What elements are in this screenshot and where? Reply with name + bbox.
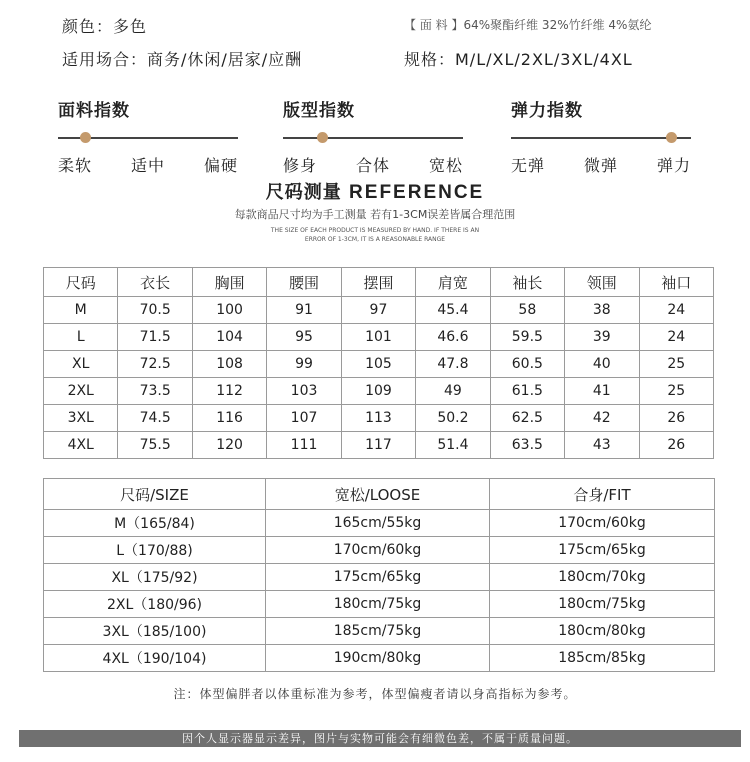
size-cell: L <box>44 324 118 351</box>
reference-english-line2: ERROR OF 1-3CM, IT IS A REASONABLE RANGE <box>304 236 446 243</box>
stretch-index-marker <box>666 132 677 143</box>
fabric-option-hard: 偏硬 <box>203 156 238 175</box>
size-header-cell: 肩宽 <box>416 268 490 297</box>
size-cell: 109 <box>341 378 415 405</box>
fit-table-row <box>44 618 715 645</box>
fit-cell: L（170/88) <box>44 537 266 564</box>
fabric-option-medium: 适中 <box>130 156 165 175</box>
size-cell: 74.5 <box>118 405 192 432</box>
size-cell: 97 <box>341 297 415 324</box>
size-header-cell: 腰围 <box>267 268 341 297</box>
fit-cell: 180cm/70kg <box>490 564 715 591</box>
size-cell: 39 <box>565 324 639 351</box>
size-cell: XL <box>44 351 118 378</box>
size-cell: 26 <box>639 432 714 459</box>
size-cell: 100 <box>192 297 266 324</box>
size-cell: 113 <box>341 405 415 432</box>
size-cell: 116 <box>192 405 266 432</box>
fabric-index-marker <box>80 132 91 143</box>
size-cell: 51.4 <box>416 432 490 459</box>
size-cell: 105 <box>341 351 415 378</box>
size-cell: 41 <box>565 378 639 405</box>
size-table-row <box>44 297 714 324</box>
reference-heading <box>0 178 750 204</box>
fit-index-marker <box>317 132 328 143</box>
fit-cell: 175cm/65kg <box>490 537 715 564</box>
size-cell: 95 <box>267 324 341 351</box>
fabric-composition: 【 面 料 】64%聚酯纤维 32%竹纤维 4%氨纶 <box>404 18 652 32</box>
size-cell: 25 <box>639 378 714 405</box>
size-header-cell: 摆围 <box>341 268 415 297</box>
size-cell: 70.5 <box>118 297 192 324</box>
size-cell: 101 <box>341 324 415 351</box>
fit-cell: 2XL（180/96) <box>44 591 266 618</box>
size-cell: 40 <box>565 351 639 378</box>
fit-cell: 170cm/60kg <box>266 537 490 564</box>
fit-header-cell: 尺码/SIZE <box>44 479 266 510</box>
size-cell: 46.6 <box>416 324 490 351</box>
size-cell: 71.5 <box>118 324 192 351</box>
fit-cell: XL（175/92) <box>44 564 266 591</box>
size-header-cell: 袖长 <box>490 268 564 297</box>
size-table-row <box>44 324 714 351</box>
fit-cell: 185cm/75kg <box>266 618 490 645</box>
size-cell: 117 <box>341 432 415 459</box>
fit-index <box>283 96 463 176</box>
size-cell: 4XL <box>44 432 118 459</box>
fit-table-header-row <box>44 479 715 510</box>
fit-cell: 180cm/80kg <box>490 618 715 645</box>
reference-subtitle: 每款商品尺寸均为手工测量 若有1-3CM误差皆属合理范围 <box>234 208 516 221</box>
spec-label: 规格：M/L/XL/2XL/3XL/4XL <box>404 50 633 69</box>
size-cell: 111 <box>267 432 341 459</box>
fit-table-row <box>44 591 715 618</box>
fabric-index <box>58 96 238 176</box>
size-cell: 73.5 <box>118 378 192 405</box>
fit-cell: 190cm/80kg <box>266 645 490 672</box>
size-cell: 26 <box>639 405 714 432</box>
size-cell: 59.5 <box>490 324 564 351</box>
size-cell: 120 <box>192 432 266 459</box>
disclaimer-footer: 因个人显示器显示差异，图片与实物可能会有细微色差，不属于质量问题。 <box>19 730 741 747</box>
size-cell: 91 <box>267 297 341 324</box>
fabric-index-title: 面料指数 <box>58 101 130 121</box>
size-header-cell: 领围 <box>565 268 639 297</box>
fit-cell: M（165/84) <box>44 510 266 537</box>
reference-english-line1: THE SIZE OF EACH PRODUCT IS MEASURED BY HAND. IF THERE IS AN <box>270 227 480 234</box>
size-header-cell: 袖口 <box>639 268 714 297</box>
stretch-index <box>511 96 691 176</box>
fit-option-regular: 合体 <box>355 156 390 175</box>
size-cell: 43 <box>565 432 639 459</box>
color-label: 颜色：多色 <box>62 17 148 36</box>
size-cell: 42 <box>565 405 639 432</box>
stretch-index-title: 弹力指数 <box>511 101 583 121</box>
size-cell: M <box>44 297 118 324</box>
fit-option-loose: 宽松 <box>428 156 463 175</box>
fit-option-slim: 修身 <box>283 156 318 175</box>
fit-table-row <box>44 510 715 537</box>
fit-header-cell: 合身/FIT <box>490 479 715 510</box>
fit-cell: 4XL（190/104) <box>44 645 266 672</box>
stretch-index-track <box>511 137 691 139</box>
size-cell: 38 <box>565 297 639 324</box>
fit-table <box>43 478 715 672</box>
fit-cell: 165cm/55kg <box>266 510 490 537</box>
size-cell: 104 <box>192 324 266 351</box>
size-cell: 47.8 <box>416 351 490 378</box>
size-cell: 61.5 <box>490 378 564 405</box>
fit-table-body <box>44 510 715 672</box>
size-header-cell: 衣长 <box>118 268 192 297</box>
size-cell: 24 <box>639 324 714 351</box>
fit-table-row <box>44 645 715 672</box>
size-header-cell: 尺码 <box>44 268 118 297</box>
size-cell: 3XL <box>44 405 118 432</box>
size-cell: 62.5 <box>490 405 564 432</box>
fit-cell: 3XL（185/100) <box>44 618 266 645</box>
fit-cell: 185cm/85kg <box>490 645 715 672</box>
size-table-row <box>44 405 714 432</box>
size-header-cell: 胸围 <box>192 268 266 297</box>
size-table <box>43 267 714 459</box>
size-table-header-row <box>44 268 714 297</box>
size-cell: 103 <box>267 378 341 405</box>
fit-table-row <box>44 537 715 564</box>
occasion-label: 适用场合：商务/休闲/居家/应酬 <box>62 50 303 69</box>
fit-cell: 180cm/75kg <box>490 591 715 618</box>
stretch-option-stretch: 弹力 <box>656 156 691 175</box>
size-table-row <box>44 351 714 378</box>
fabric-option-soft: 柔软 <box>58 156 93 175</box>
reference-english-note <box>0 226 750 244</box>
size-cell: 45.4 <box>416 297 490 324</box>
size-cell: 72.5 <box>118 351 192 378</box>
fit-cell: 175cm/65kg <box>266 564 490 591</box>
size-cell: 25 <box>639 351 714 378</box>
size-cell: 50.2 <box>416 405 490 432</box>
size-cell: 49 <box>416 378 490 405</box>
size-cell: 24 <box>639 297 714 324</box>
size-cell: 75.5 <box>118 432 192 459</box>
stretch-option-none: 无弹 <box>511 156 546 175</box>
size-table-body <box>44 297 714 459</box>
size-cell: 2XL <box>44 378 118 405</box>
size-cell: 112 <box>192 378 266 405</box>
fit-index-title: 版型指数 <box>283 101 355 121</box>
reference-title-cn: 尺码测量 <box>265 182 342 203</box>
fit-cell: 180cm/75kg <box>266 591 490 618</box>
size-cell: 99 <box>267 351 341 378</box>
size-table-row <box>44 378 714 405</box>
reference-title-en: REFERENCE <box>349 182 485 203</box>
size-cell: 60.5 <box>490 351 564 378</box>
size-cell: 63.5 <box>490 432 564 459</box>
size-cell: 58 <box>490 297 564 324</box>
size-cell: 108 <box>192 351 266 378</box>
stretch-option-slight: 微弹 <box>583 156 618 175</box>
fit-index-track <box>283 137 463 139</box>
size-note: 注：体型偏胖者以体重标准为参考，体型偏瘦者请以身高指标为参考。 <box>173 687 577 701</box>
size-table-row <box>44 432 714 459</box>
fit-header-cell: 宽松/LOOSE <box>266 479 490 510</box>
fit-cell: 170cm/60kg <box>490 510 715 537</box>
fit-table-row <box>44 564 715 591</box>
size-cell: 107 <box>267 405 341 432</box>
